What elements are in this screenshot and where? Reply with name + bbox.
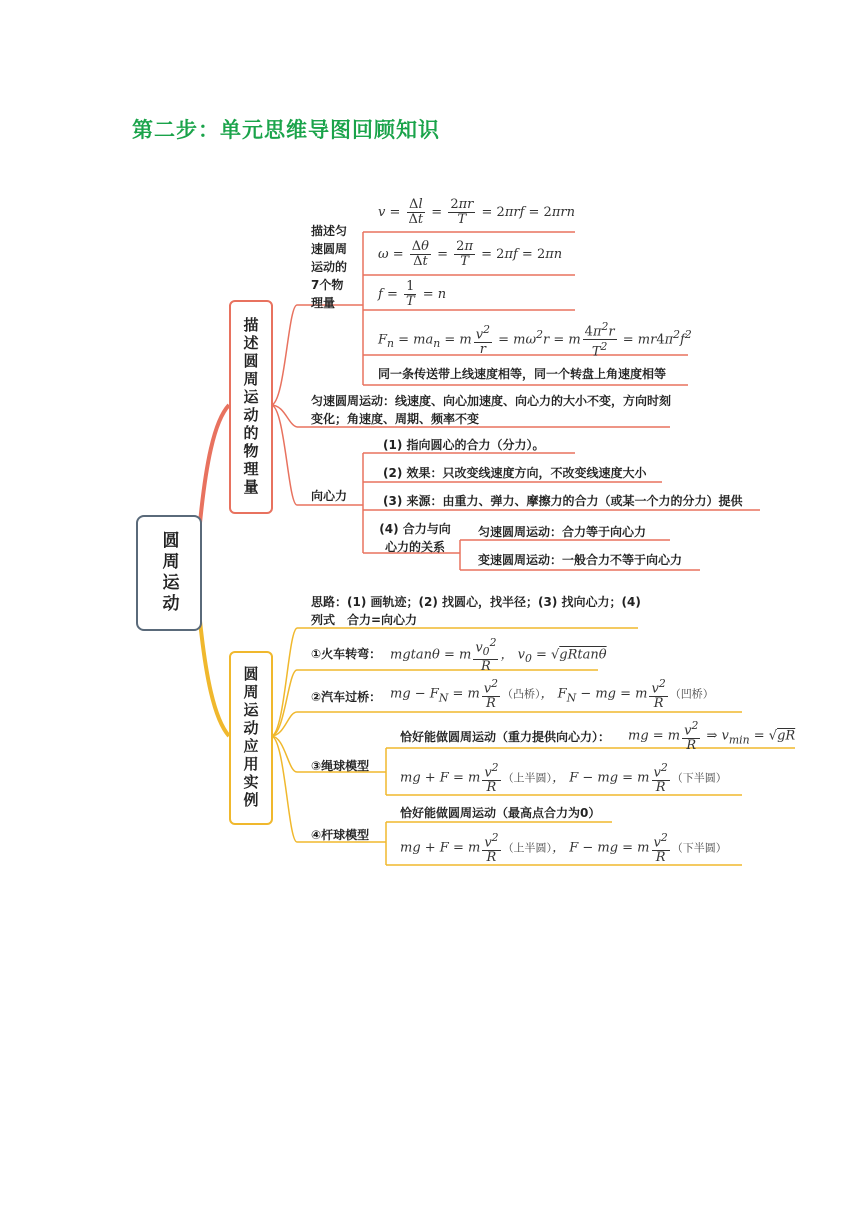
relation-uniform: 匀速圆周运动：合力等于向心力 xyxy=(478,525,647,539)
centripetal-label: 向心力 xyxy=(311,489,348,503)
rope-model-label: ③绳球模型 xyxy=(311,759,370,773)
page-heading: 第二步：单元思维导图回顾知识 xyxy=(132,118,440,142)
uniform-motion-note: 匀速圆周运动：线速度、向心加速度、向心力的大小不变，方向时刻变化；角速度、周期、频率不变 xyxy=(311,394,672,426)
relation-label: (4) 合力与向心力的关系 xyxy=(379,522,451,554)
rod-force-formula: mg + F = m $\frac{v^2}{R}$ （上半圆）， F − mg = m $\frac{v^2}{R}$ （下半圆） xyxy=(400,831,727,866)
centripetal-force-formula: $F_n = ma_n = m$ $\frac{v^2}{r}$ = $m\omega^2r = m$ $\frac{4\pi^2r}{T^2}$ = $mr4\pi^2f^2$ xyxy=(378,320,692,360)
centripetal-item-2: (2) 效果：只改变线速度方向，不改变线速度大小 xyxy=(383,466,647,480)
rope-force-formula: mg + F = m $\frac{v^2}{R}$ （上半圆）， F − mg = m $\frac{v^2}{R}$ （下半圆） xyxy=(400,761,727,796)
rope-min-speed-formula: mg = m $\frac{v^2}{R}$ ⇒ $v_{min} = √gR$ xyxy=(628,719,796,754)
bridge-label: ②汽车过桥： xyxy=(311,690,382,704)
root-branch1-connector xyxy=(198,405,229,545)
root-branch2-connector xyxy=(198,600,229,736)
root-label: 圆周运动 xyxy=(158,531,179,615)
bridge-formula: mg − $F_N = m$ $\frac{v^2}{R}$ （凸桥）， $F_N$ − mg = m $\frac{v^2}{R}$ （凹桥） xyxy=(390,677,714,712)
branch1-node[interactable] xyxy=(229,300,273,514)
rod-condition: 恰好能做圆周运动（最高点合力为0） xyxy=(400,806,601,820)
relation-variable: 变速圆周运动：一般合力不等于向心力 xyxy=(478,553,683,567)
same-speed-note: 同一条传送带上线速度相等，同一个转盘上角速度相等 xyxy=(378,367,667,381)
train-turn-formula: mgtanθ = m $\frac{v_0^2}{R}$ ， $v_0 = √gRtan\theta$ xyxy=(390,636,607,674)
frequency-formula: f = $\frac{1}{T}$ = n xyxy=(378,279,447,309)
branch2-label: 圆周运动应用实例 xyxy=(241,666,260,810)
approach-note: 思路：(1) 画轨迹；(2) 找圆心，找半径；(3) 找向心力；(4) 列式 合力=向心力 xyxy=(311,595,641,627)
branch1-label: 描述圆周运动的物理量 xyxy=(241,317,260,497)
rod-model-label: ④杆球模型 xyxy=(311,828,370,842)
angular-velocity-formula: ω = $\frac{\Delta\theta}{\Delta t}$ = $\frac{2\pi}{T}$ = 2πf = 2πn xyxy=(378,239,563,269)
train-turn-label: ①火车转弯： xyxy=(311,647,382,661)
branch2-node[interactable] xyxy=(229,651,273,825)
rope-condition: 恰好能做圆周运动（重力提供向心力）： xyxy=(400,730,611,744)
centripetal-item-1: (1) 指向圆心的合力（分力）。 xyxy=(383,438,545,452)
root-node[interactable] xyxy=(136,515,202,631)
group1-label: 描述匀速圆周运动的7个物理量 xyxy=(311,224,348,310)
velocity-formula: v = $\frac{\Delta l}{\Delta t}$ = $\frac{2\pi r}{T}$ = 2πrf = 2πrn xyxy=(378,197,575,227)
centripetal-item-3: (3) 来源：由重力、弹力、摩擦力的合力（或某一个力的分力）提供 xyxy=(383,494,743,508)
